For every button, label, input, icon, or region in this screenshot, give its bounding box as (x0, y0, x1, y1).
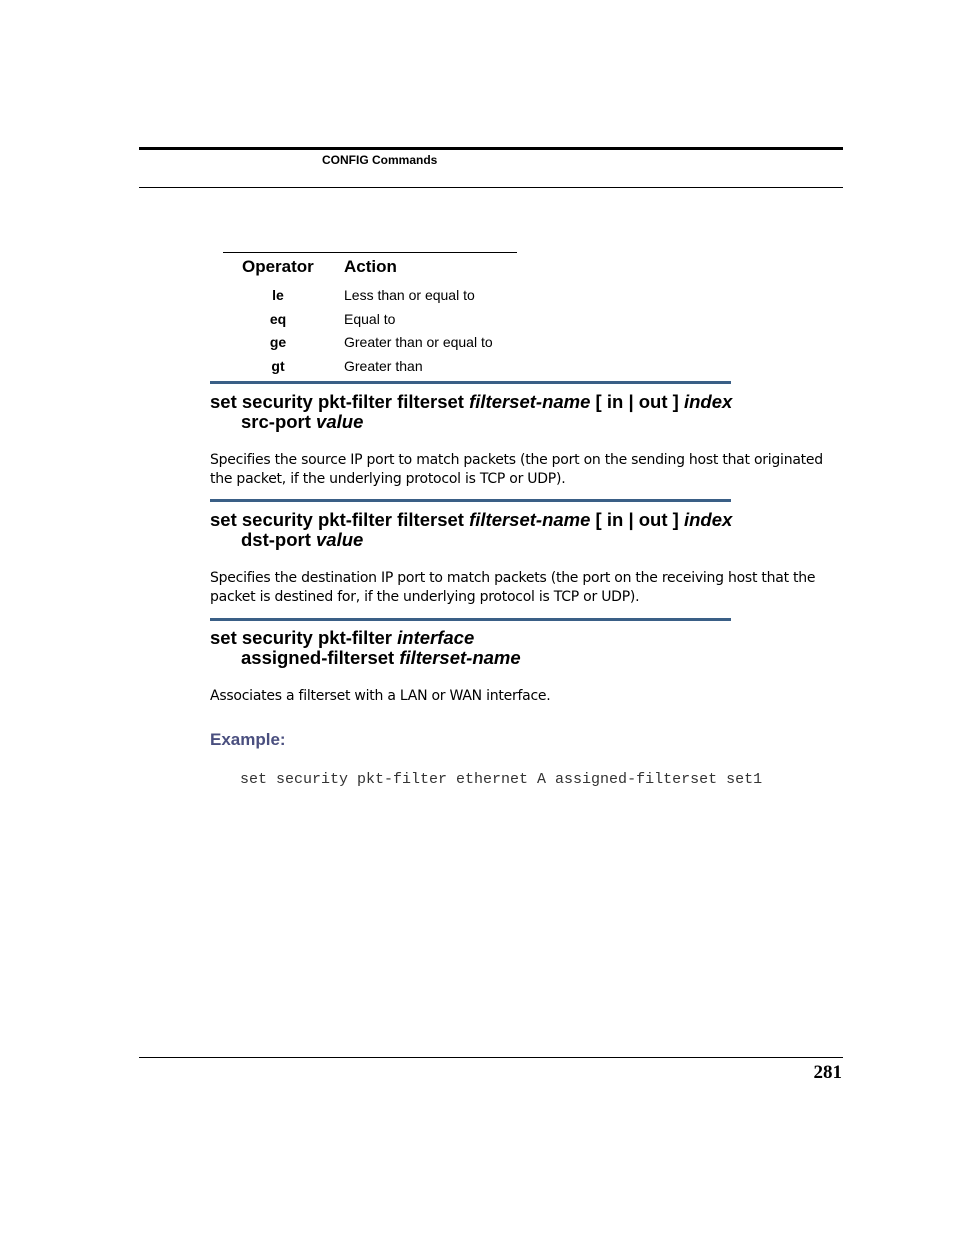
heading-param: interface (397, 627, 475, 648)
heading-param: value (316, 529, 364, 550)
command-heading-assigned-filterset (210, 628, 521, 668)
table-top-rule (223, 252, 517, 253)
footer-rule (139, 1057, 843, 1058)
heading-param: index (683, 509, 733, 530)
heading-text: [ in | out ] (590, 391, 684, 412)
table-header-action: Action (344, 257, 397, 276)
section-description: Specifies the destination IP port to match packets (the port on the receiving host that the packet is destined for, if the underlying protocol is TCP or UDP). (210, 570, 816, 605)
heading-text: set security pkt-filter filterset (210, 391, 470, 412)
section-rule (210, 381, 731, 384)
command-heading-src-port (210, 392, 732, 432)
running-header-title: CONFIG Commands (322, 153, 438, 167)
table-cell-operator: le (272, 287, 284, 303)
heading-text: [ in | out ] (590, 509, 684, 530)
section-rule (210, 499, 731, 502)
heading-text: assigned-filterset (241, 647, 400, 668)
heading-param: filterset-name (399, 647, 521, 668)
table-cell-action: Greater than (344, 358, 423, 374)
example-code: set security pkt-filter ethernet A assigned-filterset set1 (240, 771, 763, 788)
example-label: Example: (210, 730, 286, 749)
header-rule-top (139, 147, 843, 150)
table-cell-operator: ge (269, 334, 287, 350)
page-number: 281 (813, 1062, 842, 1083)
section-rule (210, 618, 731, 621)
section-description: Specifies the source IP port to match packets (the port on the sending host that originated the packet, if the underlying protocol is TCP or UDP). (210, 452, 823, 487)
table-cell-action: Equal to (344, 311, 396, 327)
header-rule-bottom (139, 187, 843, 188)
table-cell-operator: eq (269, 311, 287, 327)
heading-param: filterset-name (469, 391, 591, 412)
heading-line-2 (210, 648, 521, 668)
command-heading-dst-port (210, 510, 732, 550)
heading-param: filterset-name (469, 509, 591, 530)
heading-param: index (683, 391, 733, 412)
table-cell-action: Greater than or equal to (344, 334, 493, 350)
table-cell-operator: gt (271, 358, 285, 374)
heading-line-2 (210, 530, 732, 550)
table-header-operator: Operator (242, 257, 314, 276)
heading-text: set security pkt-filter (210, 627, 398, 648)
heading-text: src-port (241, 411, 317, 432)
table-cell-action: Less than or equal to (344, 287, 475, 303)
heading-line-2 (210, 412, 732, 432)
section-description: Associates a filterset with a LAN or WAN interface. (210, 688, 551, 704)
heading-text: dst-port (241, 529, 317, 550)
heading-param: value (316, 411, 364, 432)
heading-text: set security pkt-filter filterset (210, 509, 470, 530)
